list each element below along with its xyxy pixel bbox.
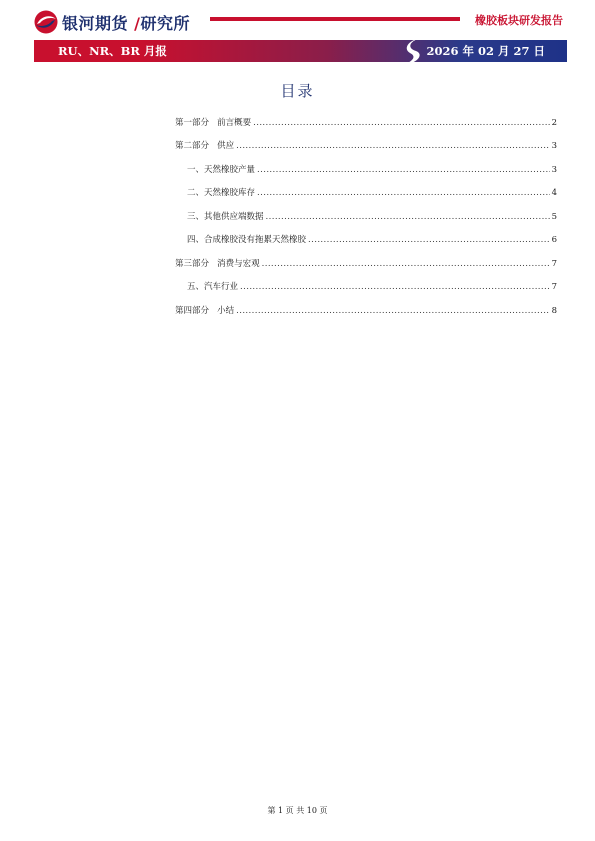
toc-entry-page: 5 xyxy=(551,212,557,222)
toc-entry[interactable] xyxy=(175,116,557,130)
report-type: 橡胶板块研发报告 xyxy=(475,14,563,27)
header-rule xyxy=(210,17,460,21)
toc-entry-label: 四、合成橡胶没有拖累天然橡胶 xyxy=(187,235,307,245)
toc-entry-label: 三、其他供应端数据 xyxy=(187,212,264,222)
toc-entry[interactable] xyxy=(187,210,557,224)
toc-entry[interactable] xyxy=(175,304,557,318)
toc-entry-page: 7 xyxy=(551,259,557,269)
brand-name-sub: 研究所 xyxy=(140,14,190,33)
brand-divider: / xyxy=(134,14,141,33)
report-title: RU、NR、BR 月报 xyxy=(58,44,167,58)
brand-name xyxy=(62,11,190,34)
toc-entry[interactable] xyxy=(175,139,557,153)
toc-entry-label: 第二部分 供应 xyxy=(175,141,235,151)
toc-leader xyxy=(236,141,549,151)
toc-entry-label: 第一部分 前言概要 xyxy=(175,118,252,128)
toc-entry-label: 第三部分 消费与宏观 xyxy=(175,259,260,269)
page-number: 第 1 页 共 10 页 xyxy=(267,806,328,815)
toc-entry-page: 4 xyxy=(551,188,557,198)
toc-entry-page: 7 xyxy=(551,282,557,292)
toc-leader xyxy=(257,165,550,175)
toc-entry-label: 二、天然橡胶库存 xyxy=(187,188,256,198)
toc-entry-label: 第四部分 小结 xyxy=(175,306,235,316)
brand-name-main: 银河期货 xyxy=(62,14,129,33)
toc-leader xyxy=(236,306,549,316)
toc-leader xyxy=(240,282,550,292)
toc-leader xyxy=(262,259,550,269)
toc-entry[interactable] xyxy=(187,280,557,294)
toc-leader xyxy=(257,188,550,198)
report-date: 2026 年 02 月 27 日 xyxy=(426,44,545,58)
toc-entry-page: 6 xyxy=(551,235,557,245)
swoosh-icon xyxy=(402,36,428,66)
toc-entry[interactable] xyxy=(187,163,557,177)
galaxy-logo-icon xyxy=(34,10,58,34)
title-banner xyxy=(34,40,567,62)
toc-title: 目录 xyxy=(280,82,315,100)
toc-entry[interactable] xyxy=(175,257,557,271)
toc-entry-page: 2 xyxy=(551,118,557,128)
toc-entry-label: 一、天然橡胶产量 xyxy=(187,165,256,175)
toc-entry-page: 3 xyxy=(551,165,557,175)
toc-entry[interactable] xyxy=(187,233,557,247)
toc-entry-label: 五、汽车行业 xyxy=(187,282,239,292)
toc-entry-page: 3 xyxy=(551,141,557,151)
toc-leader xyxy=(266,212,550,222)
toc-leader xyxy=(308,235,550,245)
toc-entry[interactable] xyxy=(187,186,557,200)
toc-leader xyxy=(253,118,549,128)
toc-entry-page: 8 xyxy=(551,306,557,316)
